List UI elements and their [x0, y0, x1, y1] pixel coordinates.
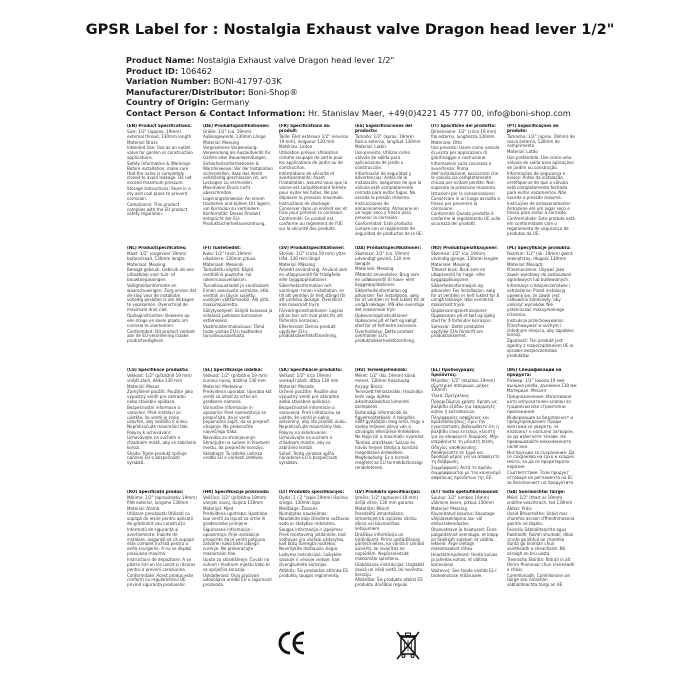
- spec-section-text: Storage Instructions: Store in a dry and cool place to prevent corrosion.: [127, 186, 191, 201]
- spec-section-text: Beoogd gebruik: Gebruik als een uitlaatklep voor tuin- of bouwtoepassingen.: [127, 267, 195, 283]
- spec-section-text: Oppbevaringsinstruksjoner: Oppbevares på et tørt og kjølig sted for å forhindre korrosjon.: [431, 308, 495, 323]
- spec-section-text: Conformiteit: Dit product voldoet aan de EU-verordening inzake productveiligheid.: [127, 328, 195, 344]
- spec-section-text: Méret: 1/2" (kb. 19mm) külső menet, 130mm hosszúság: [355, 372, 416, 383]
- spec-section-text: Tamaño: 1/2" (aprox. 19mm) Rosca externa, longitud 130mm: [355, 133, 421, 144]
- spec-section-text: Materiaal: Messing: [127, 261, 166, 267]
- spec-section-text: Conformità: Questo prodotto è conforme al regolamento UE sulla sicurezza dei prodotti.: [431, 211, 501, 227]
- spec-section-text: Размер: 1/2" (около 19 мм) външна резба, дължина 130 мм: [507, 377, 577, 388]
- spec-section-heading: (ET) Toote spetsifikatsioonid:: [431, 490, 499, 494]
- product-info-label: Contact Person & Contact Information:: [126, 107, 306, 118]
- spec-section-heading: (FI) Tuotetiedot:: [203, 246, 241, 250]
- spec-section-text: Avsedd användning: Använd som en utloppsventil för trädgårds- eller byggapplikationer.: [279, 267, 348, 283]
- spec-section-text: Velikost: 1/2" (přibližně 19 mm) vnější závit, délka 130 mm: [127, 372, 192, 383]
- spec-section-text: Material: Medenina: [203, 383, 243, 389]
- spec-section-text: Tarkoitettu käyttö: Käytä venttiilinä puutarha- tai rakennussovelluksiin.: [203, 267, 254, 283]
- compliance-marks: [0, 630, 700, 670]
- spec-section-text: Materiāls: Misiņš: [355, 505, 390, 511]
- spec-section-text: Predviđena upotreba: Upotreba kao ventil za ispust za vrtne ili građevinske primjene.: [203, 511, 268, 527]
- product-info-value: Germany: [211, 97, 250, 108]
- spec-section-text: Materiál: Mosaz: [127, 383, 160, 389]
- spec-section: [124, 246, 200, 368]
- spec-section-text: Méid: 1/2" (thart ar 19mm) snáithe seachtrach, fad 130mm: [507, 494, 573, 505]
- spec-section-text: Veiligheidsinformatie en waarschuwingen: Zorg ervoor dat de klep voor de installatie volledig gesloten is om lekkages te voorkomen. Overschrijd de maximale druk niet.: [127, 282, 197, 313]
- spec-section-heading: (GA) Sonraíochtaí Táirge:: [507, 490, 566, 494]
- spec-section: [124, 490, 200, 612]
- spec-section-text: Velikost: 1/2" (približno 19 mm) zunanji navoj, dolžina 130 mm: [203, 372, 268, 383]
- spec-section-heading: (PT) Especificações do produto:: [507, 124, 559, 133]
- spec-section-text: Säkerhetsinformation och varningar: Innan installation, se till att ventilen är helt stängd för att undvika läckage. Överskrid inte maximalt tryck.: [279, 282, 346, 308]
- spec-section-text: Materiał: Mosiądz: [507, 261, 543, 267]
- spec-section-text: Material: Messing: [203, 139, 239, 145]
- spec-section-text: Pokyny k uchovávání: Uchovávejte na suchém a chladném místě, aby se zabránilo korozi.: [127, 430, 197, 450]
- spec-section-text: Lagerungshinweise: An einem trockenen und kühlen Ort lagern, um Korrosion zu verhindern.: [203, 195, 271, 211]
- spec-section-text: Zamýšlené použití: Použijte jako výpustný ventil pro zahradní nebo stavební aplikace.: [127, 389, 193, 405]
- product-info-row: [126, 87, 686, 98]
- spec-section-text: Navodila za shranjevanje: Shranjujte na suhem in hladnem mestu, da preprečite korozijo.: [203, 434, 270, 450]
- spec-section-text: Drošības informācija un brīdinājumi: Pirms uzstādīšanas pārliecinieties, ka vārsts ir pilnībā aizvērts, lai izvairītos no noplūdēm. Nepārsniedziet maksimālo spiedienu.: [355, 531, 424, 561]
- spec-section-text: Mărime: 1/2" (aproximativ 19mm) filet exterior, lungime 130mm: [127, 494, 197, 505]
- spec-section-heading: (EN) Product Specifications:: [127, 124, 192, 128]
- spec-section-text: Größe: 1/2" (ca. 19mm) Außengewinde, 130mm Länge: [203, 128, 266, 139]
- spec-section-text: Påtænkt anvendelse: Brug som en udløbsventil til have- eller byggeapplikationer.: [355, 272, 420, 287]
- spec-section-text: Sikkerhedsinformation og advarsler: Før installation, sørg for at ventilen er helt lukket for at undgå lækager. Må ikke overstige det maksimale tryk.: [355, 287, 425, 313]
- spec-section-text: Instrucciones de almacenamiento: Almacene en un lugar seco y fresco para prevenir la corrosión.: [355, 200, 419, 221]
- spec-section-text: Vaatimustenmukaisuus: Tämä tuote vastaa EU:n tuotteiden turvallisuusasetusta.: [203, 323, 265, 339]
- spec-section: [124, 368, 200, 490]
- spec-section-text: Sigurnosne informacije i upozorenja: Prije instalacije provjerite da je ventil potpuno zatvoren kako biste izbjegli curenje. Ne prekoračujte maksimalni tlak.: [203, 526, 266, 557]
- spec-section-heading: (DA) Produktspecifikationer:: [355, 246, 422, 250]
- spec-section-text: Glabāšanas instrukcijas: Uzglabāt sausā un vēsā vietā, lai novērstu koroziju.: [355, 561, 425, 577]
- product-info-label: Product ID:: [126, 65, 179, 76]
- spec-section: [352, 490, 428, 612]
- product-info-value: Hr. Stanislav Maer, +49(0)4221 45 777 00, info@boni-shop.com: [308, 107, 571, 118]
- spec-section: [352, 124, 428, 246]
- product-info: [126, 55, 686, 119]
- spec-section-text: Instrukcje przechowywania: Przechowywać w suchym i chłodnym miejscu, aby zapobiec korozji.: [507, 317, 574, 338]
- spec-section-text: Atitiktis: Šis produktas atitinka ES produktų saugos reglamentą.: [279, 567, 348, 578]
- spec-section-text: Veličina: 1/2" (približno 19mm) vanjski navoj, duljina 130mm: [203, 494, 267, 505]
- spec-section-heading: (BG) Спецификации на продукта:: [507, 368, 562, 377]
- spec-section-text: Przeznaczenie: Używać jako zawór wylotowy do zastosowań ogrodowych lub budowlanych.: [507, 267, 572, 283]
- product-info-label: Country of Origin:: [126, 97, 210, 108]
- spec-section-text: Tárolási utasítások: Száraz és hűvös helyen tárolja a korrózió megelőzése érdekében.: [355, 439, 418, 455]
- spec-section-text: Shoda: Tento produkt splňuje nařízení EU o bezpečnosti výrobků.: [127, 450, 187, 466]
- spec-section-text: Utilisation prévue: Utilisation comme soupape de sortie pour les applications de jardin ou de construction.: [279, 150, 343, 170]
- spec-section-heading: (HR) Specifikacije proizvoda:: [203, 490, 270, 494]
- spec-section-text: Información de seguridad y advertencias: Antes de la instalación, asegúrese de que la válvula esté completamente cerrada para evitar fugas. No exceda la presión máxima.: [355, 170, 422, 200]
- spec-section-text: Comhlíonadh: Comhlíonann an táirge seo rialachán sábháilteachta táirgí an AE.: [507, 572, 571, 588]
- spec-section-heading: (SV) Produktspecifikationer:: [279, 246, 345, 250]
- spec-section-text: Ábhar: Práis: [507, 505, 532, 511]
- spec-section-text: Megfelelőség: Ez a termék megfelel az EU termékbiztonsági rendeletének.: [355, 455, 423, 471]
- spec-section-text: Material: Brass: [127, 139, 158, 145]
- spec-section-heading: (SK) Špecifikácie produktu:: [279, 368, 343, 372]
- spec-section-text: Informações de segurança e avisos: Antes da instalação, certifique-se de que a válvula está completamente fechada para evitar vazamentos. Não exceda a pressão máxima.: [507, 170, 568, 200]
- spec-section-text: Tervezett felhasználás: Használja kerti vagy építési alkalmazásokhoz kimeneti szelepként.: [355, 389, 423, 409]
- spec-section-text: Konformität: Dieses Produkt entspricht der EU-Produktsicherheitsverordnung.: [203, 211, 266, 227]
- spec-section-heading: (NO) Produktspesifikasjoner:: [431, 246, 498, 250]
- spec-section-text: Uso previsto: Usare come valvola di uscita per applicazioni di giardinaggio o costruzione.: [431, 145, 500, 161]
- spec-section: [428, 368, 504, 490]
- spec-section-text: Compliance: This product complies with the EU product safety regulation.: [127, 201, 188, 217]
- spec-section-text: Dimensione: 1/2" (circa 19 mm) filo esterno, lunghezza 130mm: [431, 128, 497, 139]
- spec-section: [504, 368, 580, 490]
- spec-section-text: Material: Alamă: [127, 505, 160, 511]
- spec-section: [200, 368, 276, 490]
- spec-section-text: Dydis: 1 / 2 "(apie 19mm) išorinis sriegis, 130mm ilgis: [279, 494, 348, 505]
- spec-section-text: Sicherheitsinformationen & Warnhinweise: Vor der Installation sicherstellen, dass das Ventil vollständig geschlossen ist, um Leckagen zu vermeiden. Maximalen Druck nicht überschreiten.: [203, 160, 273, 195]
- product-info-row: [126, 108, 686, 119]
- spec-section: [504, 490, 580, 612]
- spec-section-text: Материал: Месинг: [507, 388, 547, 394]
- product-info-value: 106462: [180, 65, 212, 76]
- spec-section-text: Materiál: Mosadz: [279, 383, 314, 389]
- spec-section-text: Tamanho: 1/2" (aprox. 19mm) de rosca externa, 130mm de comprimento: [507, 133, 575, 149]
- spec-section: [428, 124, 504, 246]
- spec-section: [352, 368, 428, 490]
- spec-section-text: Informații de siguranță și avertismente: Înainte de instalare, asigurați-vă că supapa este complet închisă pentru a evita scurgerile. A nu se depăși presiunea maximă.: [127, 526, 194, 557]
- spec-section-text: Overholdelse: Dette produkt overholder EU's produktsikkerhedsforordning.: [355, 328, 416, 344]
- product-info-label: Manufacturer/Distributor:: [126, 86, 246, 97]
- spec-section-text: Informazioni sulla sicurezza e avvertenze: Prima dell'installazione, assicurarsi che la valvola sia completamente chiusa per evitare perdite. Non superare la pressione massima.: [431, 160, 499, 191]
- spec-section-heading: (EL) Προδιαγραφές προϊόντος:: [431, 368, 475, 377]
- spec-section-text: Veľkosť: 1/2" (cca 19mm) vonkajší závit, dĺžka 130 mm: [279, 372, 339, 383]
- spec-section: [428, 246, 504, 368]
- spec-section-text: Informations de sécurité et avertissements: Avant l'installation, assurez-vous que la vanne est complètement fermée pour éviter les fuites. Ne pas dépasser la pression maximale.: [279, 170, 348, 200]
- spec-section: [200, 246, 276, 368]
- spec-section-text: Opslaginstructies: Bewaren op een droge en koele plaats om corrosie te voorkomen.: [127, 312, 190, 328]
- spec-section-text: Conformidad: Este producto cumple con el reglamento de seguridad de productos de la UE.: [355, 221, 424, 236]
- product-info-label: Product Name:: [126, 55, 195, 65]
- spec-grid: [124, 124, 580, 612]
- spec-section-text: Συμμόρφωση: Αυτό το προϊόν συμμορφώνεται με τον κανονισμό ασφάλειας προϊόντων της ΕΕ.: [431, 465, 501, 480]
- spec-section: [352, 246, 428, 368]
- spec-section-heading: (FR) Spécifications du produit:: [279, 124, 330, 133]
- spec-section-text: Uso previsto: Utilizar como válvula de salida para aplicaciones de jardín o construcción.: [355, 150, 411, 170]
- spec-section-text: Sikkerhetsinformasjon og advarsler: Før installasjon, sørg for at ventilen er helt lukket for å unngå lekkasje. Ikke overskrid maksimalt trykk.: [431, 282, 500, 308]
- spec-section-text: Съответствие: Този продукт отговаря на регламента на ЕС за безопасност на продуктите.: [507, 469, 575, 485]
- spec-section: [276, 490, 352, 612]
- spec-section-heading: (DE) Produktspezifikationen:: [203, 124, 270, 128]
- spec-section-text: Storlek: 1/2" (cirka 19 mm) yttre tråd, 130 mm längd: [279, 250, 346, 261]
- spec-section-text: Størrelse: 1/2" (ca. 19mm) utvendig gjenge, 130mm lengde: [431, 250, 498, 261]
- spec-section-text: Medžiaga: Žalvaris: [279, 505, 318, 511]
- spec-section-text: Materijal: Mjed: [203, 505, 234, 511]
- spec-section-text: Størrelse: 1/2" (ca. 19mm) udvendigt gevind, 130 mm længde: [355, 250, 411, 266]
- spec-section-text: Usklađenost: Ovaj proizvod udovoljava uredbi EU o sigurnosti proizvoda.: [203, 572, 272, 588]
- spec-section-text: Hoiustamisjuhised: Hoida kuivas ja jahedas kohas, et vältida korrosiooni.: [431, 552, 498, 567]
- spec-section-text: Conformidade: Este produto está em conformidade com o regulamento de segurança de produtos da UE.: [507, 216, 575, 236]
- spec-section: [200, 124, 276, 246]
- product-info-row: [126, 55, 686, 66]
- spec-section-text: Vastavus: See toode vastab EL-i tooteohutuse määrusele.: [431, 567, 497, 578]
- spec-section-text: Informacje o bezpieczeństwie i ostrzeżenia: Przed instalacją upewnij się, że zawór jest całkowicie zamknięty, aby uniknąć wycieków. Nie przekraczać maksymalnego ciśnienia.: [507, 282, 571, 317]
- spec-section-heading: (LT) Produkto specifikacijos:: [279, 490, 345, 494]
- spec-section-heading: (CS) Specifikace produktu:: [127, 368, 189, 372]
- spec-section-heading: (NL) Productspecificaties:: [127, 246, 187, 250]
- spec-section-text: Maat: 1/2" (ongeveer 19mm) buitendraad, 130mm lengte: [127, 250, 187, 261]
- spec-section-text: Instructions de stockage: Conserver dans un endroit sec et frais pour prévenir la corrosion.: [279, 200, 348, 216]
- spec-section-text: Material: Latão: [507, 149, 538, 155]
- spec-section-text: Skladnost: Ta izdelek ustreza uredbi EU o varnosti izdelkov.: [203, 450, 264, 461]
- spec-section-text: Material: Mässing: [279, 261, 315, 267]
- spec-section-text: Izmērs: 1/2" (aptuveni 19 mm) ārējā vītne, 130 mm garums: [355, 494, 419, 505]
- spec-section-text: Laikymo instrukcijos: Laikykite sausoje ir vėsioje vietoje, kad išvengtumėte korozijos.: [279, 552, 342, 567]
- spec-section: [124, 124, 200, 246]
- spec-section-text: Instrucțiuni de depozitare: A se păstra într-un loc uscat și răcoros pentru a preveni coroziunea.: [127, 556, 196, 572]
- spec-section-text: Safety Information & Warnings: Before installation, make sure that the valve is completely closed to avoid leakage. Do not exceed maximum pressure.: [127, 160, 192, 186]
- spec-section-text: Samsvar: Dette produktet oppfyller EUs forskrift om produktsikkerhet.: [431, 323, 485, 339]
- spec-section-text: Säilytysohjeet: Säilytä kuivassa ja viileässä paikassa korroosion estämiseksi.: [203, 308, 273, 323]
- spec-section-text: Istruzioni per la conservazione: Conservare in un luogo asciutto e fresco per prevenire la corrosione.: [431, 190, 500, 211]
- spec-section-text: Bezpečnostní informace a varování: Před instalací se ujistěte, že ventil je zcela uzavřen, aby nedošlo k úniku. Nepřekračujte maximální tlak.: [127, 404, 189, 430]
- spec-section-text: Paredzētā izmantošana: Izmantojiet kā izplūdes vārstu dārza vai būvniecības lietojumiem.: [355, 511, 417, 531]
- spec-section-text: Kavandatud kasutus: Kasutage väljalaskeklapina aia- või ehitusrakendustes.: [431, 511, 495, 527]
- spec-section-text: Opbevaringsinstruktioner: Opbevares på et tørt og køligt sted for at forhindre korrosion.: [355, 312, 418, 328]
- spec-section: [200, 490, 276, 612]
- spec-section-text: Predvidena uporaba: Uporaba kot ventil za izhod za vrtne ali gradbene namene.: [203, 389, 272, 405]
- spec-section-text: Instruções de armazenamento: Armazene em um lugar seco e fresco para evitar a corrosão.: [507, 200, 571, 216]
- spec-section-text: Materiaali: Messinki: [203, 261, 244, 267]
- spec-section-text: Materjal: Messing: [431, 505, 467, 511]
- spec-section-text: Treoracha Stórála: Stóráil in áit thirim fhionnuar chun creimeadh a chosc.: [507, 556, 575, 572]
- product-info-value: Nostalgia Exhaust valve Dragon head lever 1/2": [197, 55, 395, 65]
- product-info-row: [126, 97, 686, 108]
- spec-section-text: Uso pretendido: Use como uma válvula de saída para aplicações de jardim ou construção.: [507, 155, 574, 170]
- product-info-row: [126, 66, 686, 77]
- spec-section-text: Materiale: Messing: [431, 261, 470, 267]
- spec-section-text: Μέγεθος: 1/2" (περίπου 19mm) εξωτερικό σπείρωμα, μήκος 130mm: [431, 377, 495, 393]
- spec-section-text: Úsáid Bheartaithe: Úsáid mar chomhla asraon d'fheidhmeanna gairdín nó tógála.: [507, 511, 575, 527]
- spec-section-heading: (IT) Specifiche del prodotto:: [431, 124, 496, 128]
- spec-section-text: Materiale: Otto: [431, 139, 462, 145]
- spec-section-text: Suurus: 1/2" (umbes 19mm) välimine keere, pikkus 130mm: [431, 494, 494, 505]
- product-info-value: BONI-41797-03K: [213, 76, 282, 87]
- spec-section-heading: (PL) Specyfikacje produktu:: [507, 246, 571, 250]
- spec-section-text: Turvallisuustiedot ja varoitukset: Ennen asennusta varmista, että venttiili on täysin suljettu vuotojen välttämiseksi. Älä ylitä maksimipainetta.: [203, 282, 270, 308]
- product-info-value: Boni-Shop®: [248, 86, 298, 97]
- spec-section-text: Предназначение: Използване като изпускателен клапан за градински или строителни приложения.: [507, 394, 572, 414]
- spec-section-text: Προοριζόμενη χρήση: Χρήση ως βαλβίδα εξόδου για εφαρμογές κήπου ή κατασκευών.: [431, 399, 498, 414]
- product-info-label: Variation Number:: [126, 76, 211, 87]
- spec-section-text: Инструкции за съхранение: Да се съхранява на сухо и хладно място, за да се предотврати корозия.: [507, 449, 575, 470]
- spec-section: [428, 490, 504, 612]
- spec-section-heading: (RO) Specificații produs:: [127, 490, 184, 494]
- spec-section-text: Tiltenkt bruk: Bruk som en utløpsventil for hage- eller byggapplikasjoner.: [431, 267, 486, 283]
- spec-section-heading: (LV) Produkta specifikācijas:: [355, 490, 421, 494]
- spec-section-text: Numatytas naudojimas: Naudokite kaip išleidimo vožtuvas sodo ar statybos reikmėms.: [279, 511, 349, 527]
- spec-section-text: Zgodność: Ten produkt jest zgodny z rozporządzeniem UE w sprawie bezpieczeństwa produktów.: [507, 338, 574, 358]
- spec-section: [276, 368, 352, 490]
- spec-section-text: Upute za skladištenje: Čuvati na suhom i hladnom mjestu kako bi se spriječila korozija.: [203, 556, 270, 572]
- spec-section-text: Matériau: Laiton: [279, 144, 313, 150]
- spec-section-text: Anyag: Bronz: [355, 383, 383, 389]
- spec-section: [504, 246, 580, 368]
- spec-section-heading: (SL) Specifikacije izdelka:: [203, 368, 263, 372]
- spec-section-text: Atbilstība: Šis produkts atbilst ES produktu drošības regulai.: [355, 577, 423, 588]
- spec-section-text: Pokyny na skladovanie: Uchovávajte na suchom a chladnom mieste, aby sa zabránilo korózii.: [279, 430, 333, 450]
- spec-section-text: Utilizare prevăzută: Utilizați ca supapă de ieșire pentru aplicații de grădinărit sau construcții.: [127, 511, 193, 527]
- spec-section-text: Faisnéis Sábháilteachta agus Rabhaidh: Roimh shuiteáil, déan cinnte go bhfuil an chomhla dúnta go hiomlán chun sceitheadh a sheachaint. Ná sáraigh an brú uasta.: [507, 526, 574, 557]
- spec-section-text: Информация за безопасност и предупреждения: Преди монтажа се уверете, че клапанът е напълно затворен, за да избегнете течове. Не превишавайте максималното налягане.: [507, 414, 574, 449]
- spec-section-text: Súlad: Tento výrobok spĺňa nariadenie EÚ o bezpečnosti výrobkov.: [279, 450, 338, 466]
- spec-section-heading: (ES) Especificaciones del producto:: [355, 124, 413, 133]
- spec-section-text: Vorgesehene Verwendung: Verwendung als Auslaufventil für Garten oder Bauanwendungen.: [203, 145, 271, 161]
- spec-section-text: Υλικό: Ορείχαλκος: [431, 393, 470, 399]
- spec-section-text: Förvaringsinstruktioner: Lagras på en torr och sval plats för att förhindra korrosion.: [279, 308, 343, 323]
- spec-section-text: Určené použitie: Použite ako výpustný ventil pre záhradné alebo stavebné aplikácie.: [279, 389, 339, 405]
- spec-section-text: Varnostne informacije in opozorila: Pred namestitvijo se prepričajte, da je ventil popolnoma zaprt, da se prepreči uhajanje. Ne prekoračite največjega tlaka.: [203, 404, 270, 435]
- page-title: GPSR Label for : Nostalgia Exhaust valve Dragon head lever 1/2": [85, 22, 615, 38]
- spec-section-text: Materiale: Messing: [355, 266, 394, 272]
- spec-section: [276, 246, 352, 368]
- spec-section-text: Material: Latón: [355, 144, 386, 150]
- spec-section-text: Οδηγίες αποθήκευσης: Αποθηκεύστε σε ξηρό και δροσερό μέρος για να αποφύγετε τη διάβρωση.: [431, 444, 500, 465]
- product-info-row: [126, 76, 686, 87]
- spec-section-text: Intended Use: Use as an outlet valve for garden or construction applications.: [127, 145, 193, 161]
- spec-section: [276, 124, 352, 246]
- spec-section-text: Conformitate: Acest produs este conform cu regulamentul UE privind siguranța produselor.: [127, 572, 194, 588]
- spec-section-text: Biztonsági információk és figyelmeztetések: A telepítés előtt győződjön meg arról, hogy a szelep teljesen zárva van a szivárgás elkerülése érdekében. Ne lépje túl a maximális nyomást.: [355, 409, 425, 439]
- spec-section-text: Koko: 1/2" (noin 19mm) ulkokierre, 130mm pituus: [203, 250, 256, 261]
- spec-section: [504, 124, 580, 246]
- spec-section-text: Rozmiar: 1/2" (ok. 19mm) gwint zewnętrzny, długość 130mm: [507, 250, 573, 261]
- weee-bin-icon: [393, 630, 423, 662]
- ce-mark-icon: [277, 630, 307, 656]
- spec-section-text: Πληροφορίες ασφάλειας και προειδοποιήσεις: Πριν την εγκατάσταση, βεβαιωθείτε ότι η βαλβίδα είναι εντελώς κλειστή για να αποφύγετε διαρροές. Μην υπερβαίνετε τη μέγιστη πίεση.: [431, 414, 499, 444]
- spec-section-text: Bezpečnostné informácie a varovania: Pred inštaláciou sa uistite, že ventil je úplne zatvorený, aby ste predišli úniku. Neprekračujte maximálny tlak.: [279, 404, 347, 430]
- spec-section-heading: (HU) Termékjellemzők:: [355, 368, 408, 372]
- spec-section-text: Conformité: Ce produit est conforme au règlement de l'UE sur la sécurité des produits.: [279, 216, 343, 231]
- spec-section-text: Efterlevnad: Denna produkt uppfyller EU:s produktsäkerhetsförordning.: [279, 323, 338, 339]
- spec-section-text: Ohutusteave ja hoiatused: Enne paigaldamist veenduge, et klapp on täielikult suletud, et vältida lekkeid. Ärge ületage maksimaalset rõhku.: [431, 526, 499, 552]
- spec-section-text: Taille: Filet extérieur 1/2" (environ 19 mm), longueur 130 mm: [279, 133, 349, 144]
- spec-section-text: Saugos informacija ir įspėjimai: Prieš montavimą įsitikinkite, kad vožtuvas yra visiškai uždarytas, kad būtų išvengta nuotėkio. Neviršykite didžiausio slėgio.: [279, 526, 346, 552]
- spec-section-text: Size: 1/2" (approx. 19mm) external thread, 130mm length: [127, 128, 192, 139]
